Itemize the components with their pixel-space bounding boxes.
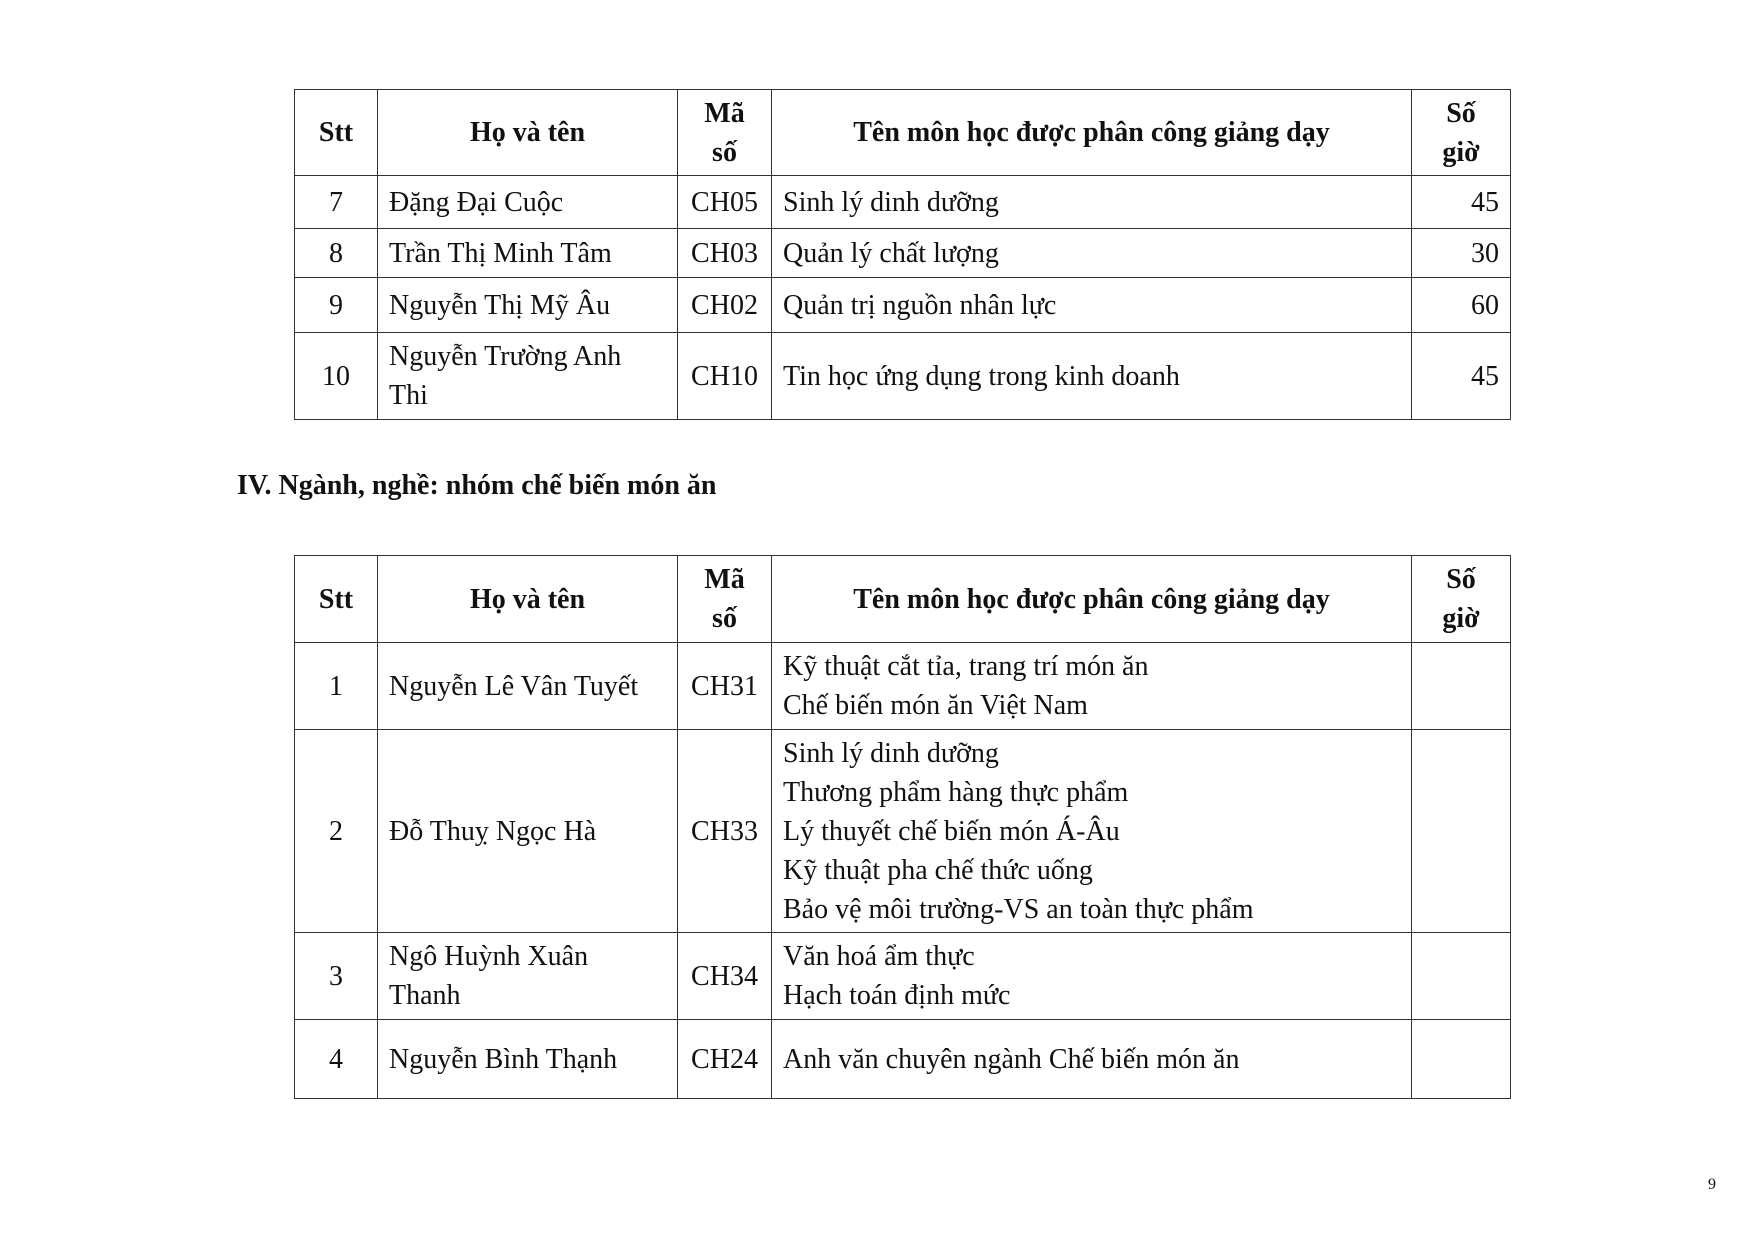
row-hours (1412, 643, 1511, 730)
header-stt: Stt (295, 556, 378, 643)
row-hours (1412, 933, 1511, 1020)
header-subject: Tên môn học được phân công giảng dạy (772, 90, 1412, 176)
table-row (295, 643, 1511, 730)
teaching-assignment-table-continued (294, 89, 1511, 420)
subject-line: Sinh lý dinh dưỡng (783, 186, 999, 218)
header-name: Họ và tên (378, 90, 678, 176)
header-hours: Số giờ (1412, 556, 1511, 643)
header-code: Mã số (678, 90, 772, 176)
row-name: Nguyễn Thị Mỹ Âu (378, 278, 678, 333)
row-subjects (772, 333, 1412, 420)
header-code: Mã số (678, 556, 772, 643)
table-row (295, 333, 1511, 420)
row-stt: 10 (295, 333, 378, 420)
row-stt: 1 (295, 643, 378, 730)
row-subjects (772, 176, 1412, 229)
row-hours (1412, 1020, 1511, 1099)
row-subjects (772, 229, 1412, 278)
subject-line: Văn hoá ẩm thực (783, 941, 975, 972)
row-code: CH10 (678, 333, 772, 420)
page-number: 9 (1708, 1176, 1716, 1193)
row-code: CH33 (678, 730, 772, 933)
row-hours (1412, 730, 1511, 933)
row-hours: 45 (1412, 176, 1511, 229)
table-row (295, 933, 1511, 1020)
row-stt: 9 (295, 278, 378, 333)
row-stt: 3 (295, 933, 378, 1020)
table-row (295, 176, 1511, 229)
row-name: Nguyễn Lê Vân Tuyết (378, 643, 678, 730)
subject-line: Bảo vệ môi trường-VS an toàn thực phẩm (783, 893, 1254, 925)
row-hours: 30 (1412, 229, 1511, 278)
row-code: CH31 (678, 643, 772, 730)
table-header-row (295, 90, 1511, 176)
subject-line: Quản trị nguồn nhân lực (783, 289, 1057, 321)
row-hours: 60 (1412, 278, 1511, 333)
row-subjects (772, 933, 1412, 1020)
row-hours: 45 (1412, 333, 1511, 420)
row-name: Đỗ Thuỵ Ngọc Hà (378, 730, 678, 933)
table-header-row (295, 556, 1511, 643)
row-name: Trần Thị Minh Tâm (378, 229, 678, 278)
subject-line: Kỹ thuật pha chế thức uống (783, 854, 1093, 886)
header-name: Họ và tên (378, 556, 678, 643)
subject-line: Hạch toán định mức (783, 980, 1011, 1011)
subject-line: Tin học ứng dụng trong kinh doanh (783, 360, 1180, 392)
table-top-body (295, 176, 1511, 420)
row-code: CH03 (678, 229, 772, 278)
row-stt: 7 (295, 176, 378, 229)
row-code: CH24 (678, 1020, 772, 1099)
subject-line: Chế biến món ăn Việt Nam (783, 690, 1088, 721)
table-row (295, 278, 1511, 333)
row-code: CH34 (678, 933, 772, 1020)
subject-line: Lý thuyết chế biến món Á-Âu (783, 815, 1120, 847)
row-code: CH05 (678, 176, 772, 229)
row-subjects (772, 730, 1412, 933)
subject-line: Kỹ thuật cắt tỉa, trang trí món ăn (783, 651, 1149, 682)
subject-line: Sinh lý dinh dưỡng (783, 737, 999, 769)
table-bottom-body (295, 643, 1511, 1099)
row-subjects (772, 278, 1412, 333)
row-name: Đặng Đại Cuộc (378, 176, 678, 229)
header-hours: Số giờ (1412, 90, 1511, 176)
teaching-assignment-table-food-processing (294, 555, 1511, 1099)
row-code: CH02 (678, 278, 772, 333)
section-heading: IV. Ngành, nghề: nhóm chế biến món ăn (237, 470, 717, 501)
row-name: Nguyễn Trường Anh Thi (378, 333, 678, 420)
table-row (295, 229, 1511, 278)
header-stt: Stt (295, 90, 378, 176)
subject-line: Anh văn chuyên ngành Chế biến món ăn (783, 1043, 1240, 1075)
row-subjects (772, 1020, 1412, 1099)
subject-line: Quản lý chất lượng (783, 237, 999, 269)
row-subjects (772, 643, 1412, 730)
subject-line: Thương phẩm hàng thực phẩm (783, 776, 1129, 808)
row-name: Ngô Huỳnh Xuân Thanh (378, 933, 678, 1020)
row-stt: 4 (295, 1020, 378, 1099)
row-stt: 8 (295, 229, 378, 278)
table-row (295, 730, 1511, 933)
table-row (295, 1020, 1511, 1099)
row-name: Nguyễn Bình Thạnh (378, 1020, 678, 1099)
header-subject: Tên môn học được phân công giảng dạy (772, 556, 1412, 643)
row-stt: 2 (295, 730, 378, 933)
